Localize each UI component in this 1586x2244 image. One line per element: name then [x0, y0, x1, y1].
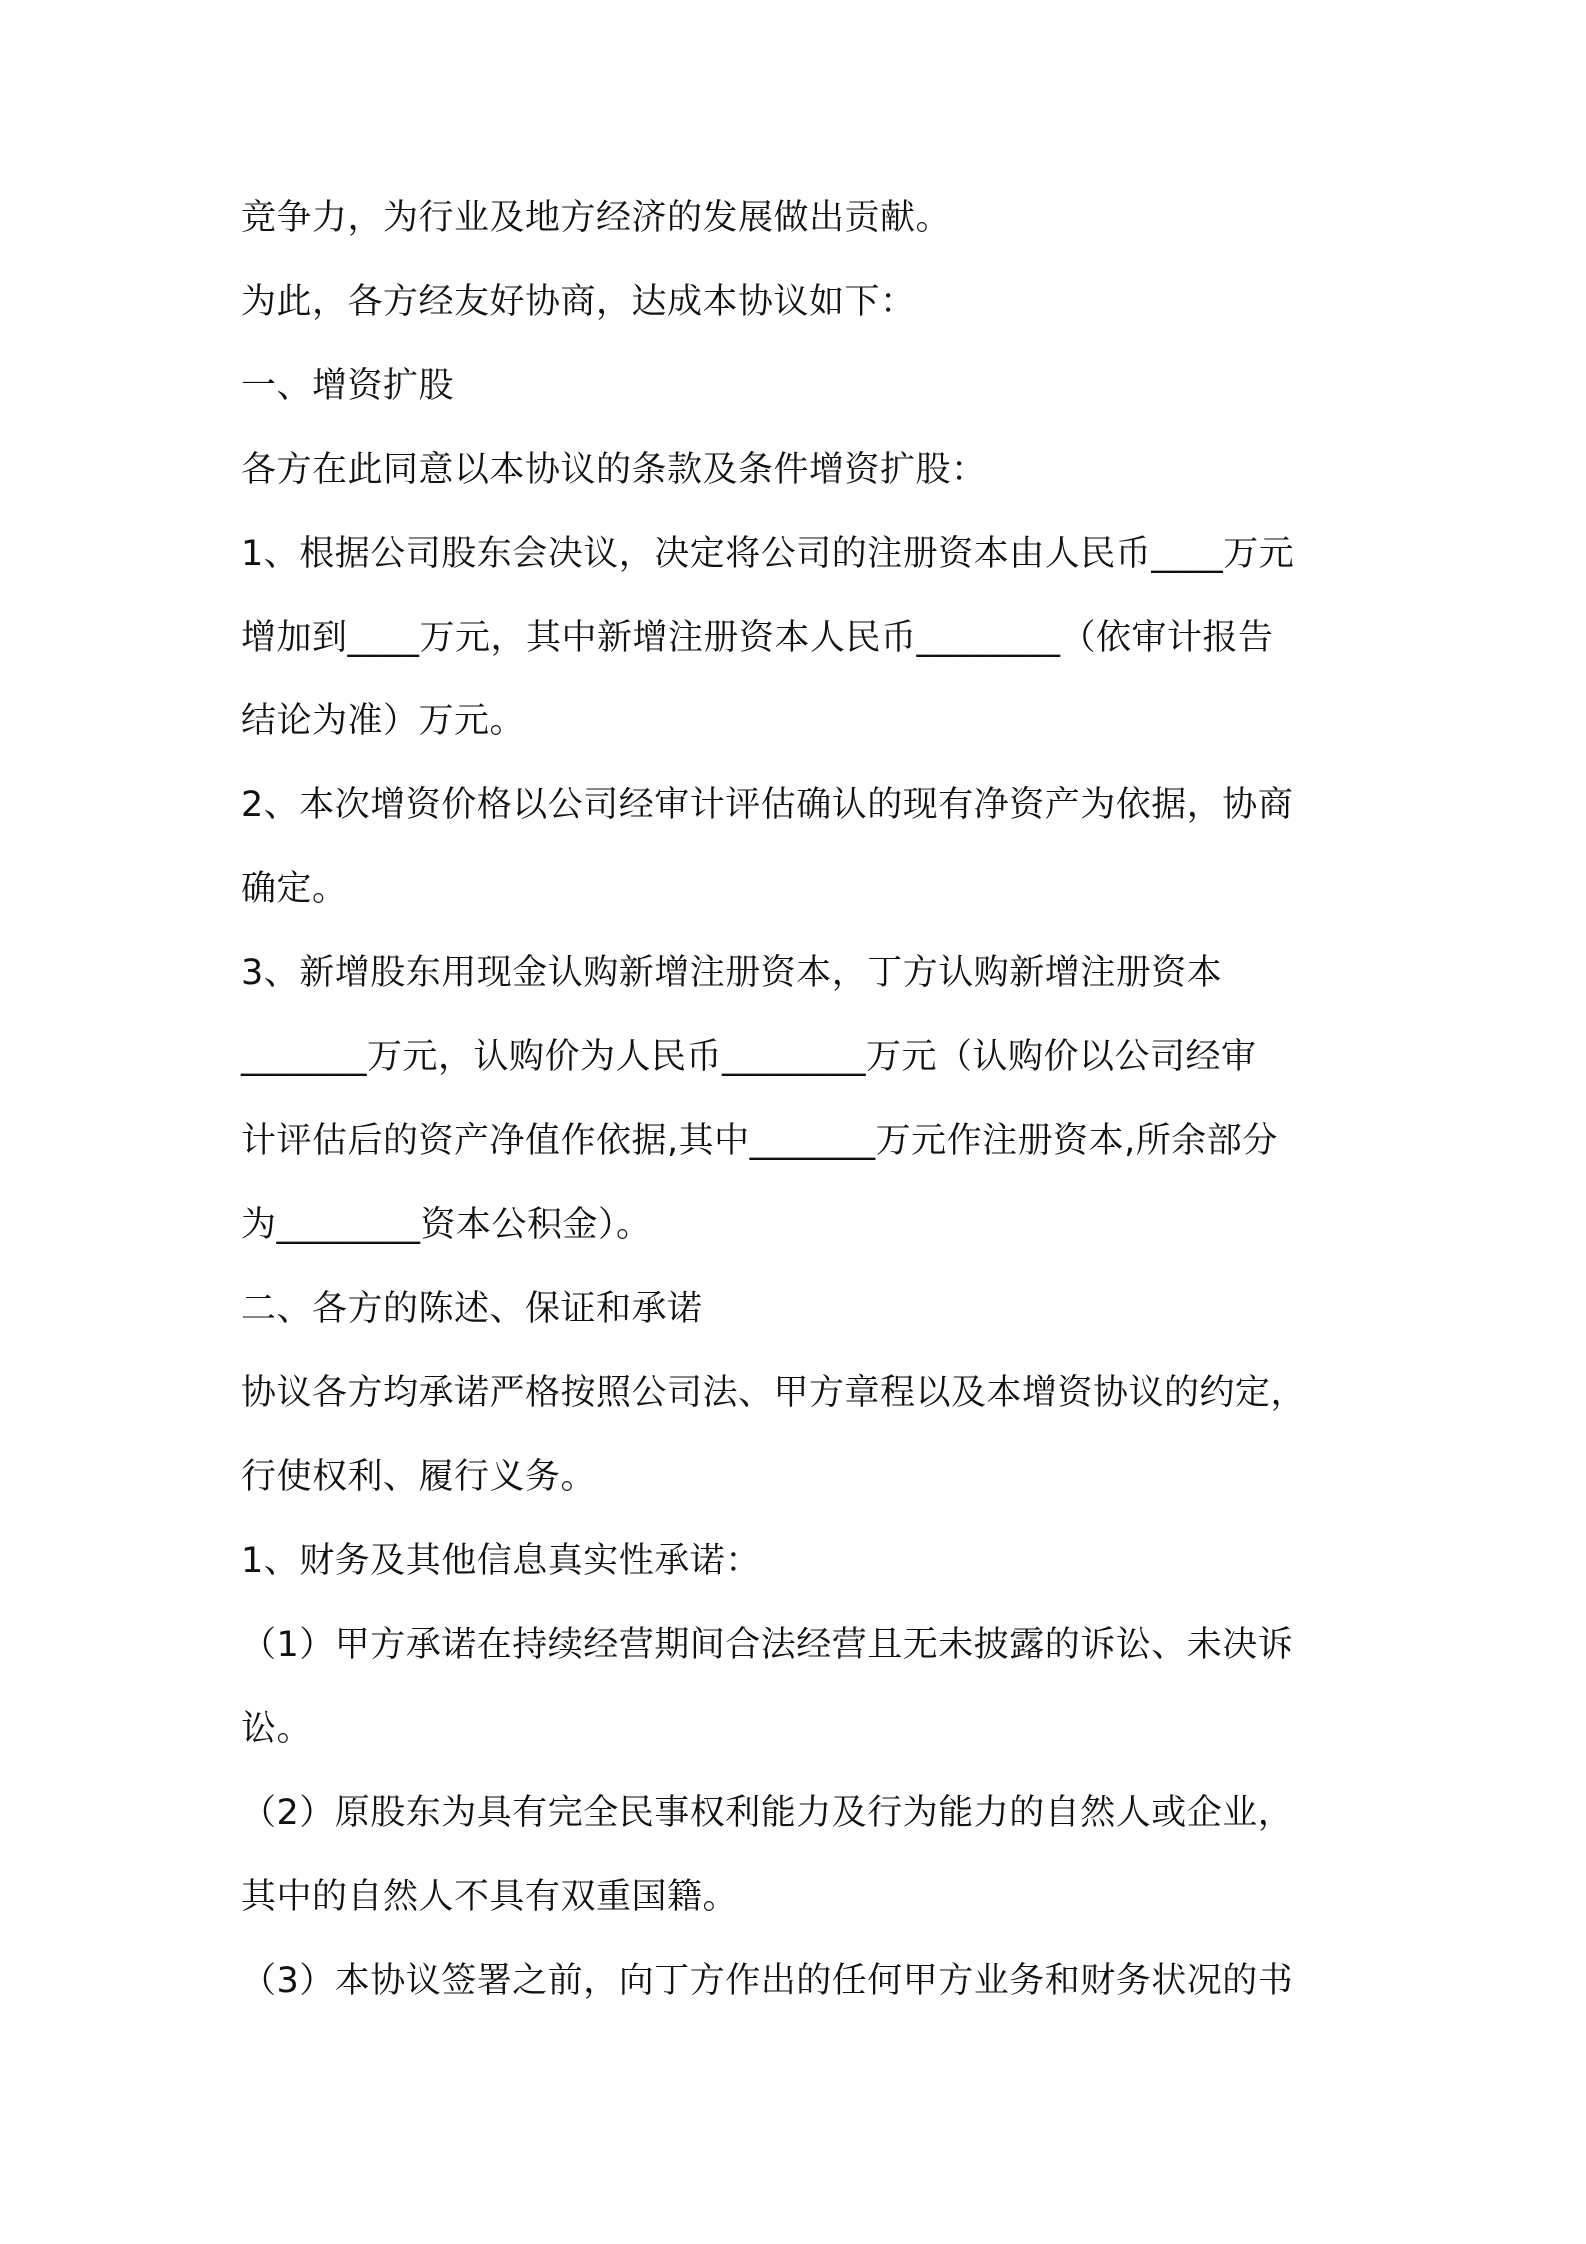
clause-3-line: 计评估后的资产净值作依据,其中_______万元作注册资本,所余部分 [241, 1121, 1278, 1161]
clause-3-line: 为________资本公积金）。 [241, 1205, 652, 1245]
text-line: 行使权利、履行义务。 [241, 1457, 597, 1497]
item-2-line: 其中的自然人不具有双重国籍。 [241, 1877, 739, 1917]
clause-1-line: 增加到____万元，其中新增注册资本人民币________（依审计报告 [241, 618, 1274, 658]
section-heading-representations: 二、各方的陈述、保证和承诺 [241, 1289, 703, 1329]
text-line: 竞争力，为行业及地方经济的发展做出贡献。 [241, 198, 952, 238]
clause-2-line: 确定。 [241, 869, 348, 909]
subsection-heading-financial: 1、财务及其他信息真实性承诺： [241, 1541, 761, 1581]
item-1-line: （1）甲方承诺在持续经营期间合法经营且无未披露的诉讼、未决诉 [241, 1625, 1294, 1665]
text-line: 各方在此同意以本协议的条款及条件增资扩股： [241, 450, 987, 490]
clause-1-line: 结论为准）万元。 [241, 701, 526, 741]
text-line: 为此，各方经友好协商，达成本协议如下： [241, 282, 916, 322]
clause-2-line: 2、本次增资价格以公司经审计评估确认的现有净资产为依据，协商 [241, 785, 1294, 825]
clause-3-line: _______万元，认购价为人民币________万元（认购价以公司经审 [241, 1037, 1257, 1077]
text-line: 协议各方均承诺严格按照公司法、甲方章程以及本增资协议的约定， [241, 1373, 1307, 1413]
clause-3-line: 3、新增股东用现金认购新增注册资本，丁方认购新增注册资本 [241, 953, 1223, 993]
item-1-line: 讼。 [241, 1709, 313, 1749]
item-2-line: （2）原股东为具有完全民事权利能力及行为能力的自然人或企业， [241, 1793, 1294, 1833]
clause-1-line: 1、根据公司股东会决议，决定将公司的注册资本由人民币____万元 [241, 534, 1295, 574]
section-heading-capital-increase: 一、增资扩股 [241, 366, 455, 406]
item-3-line: （3）本协议签署之前，向丁方作出的任何甲方业务和财务状况的书 [241, 1961, 1294, 2001]
